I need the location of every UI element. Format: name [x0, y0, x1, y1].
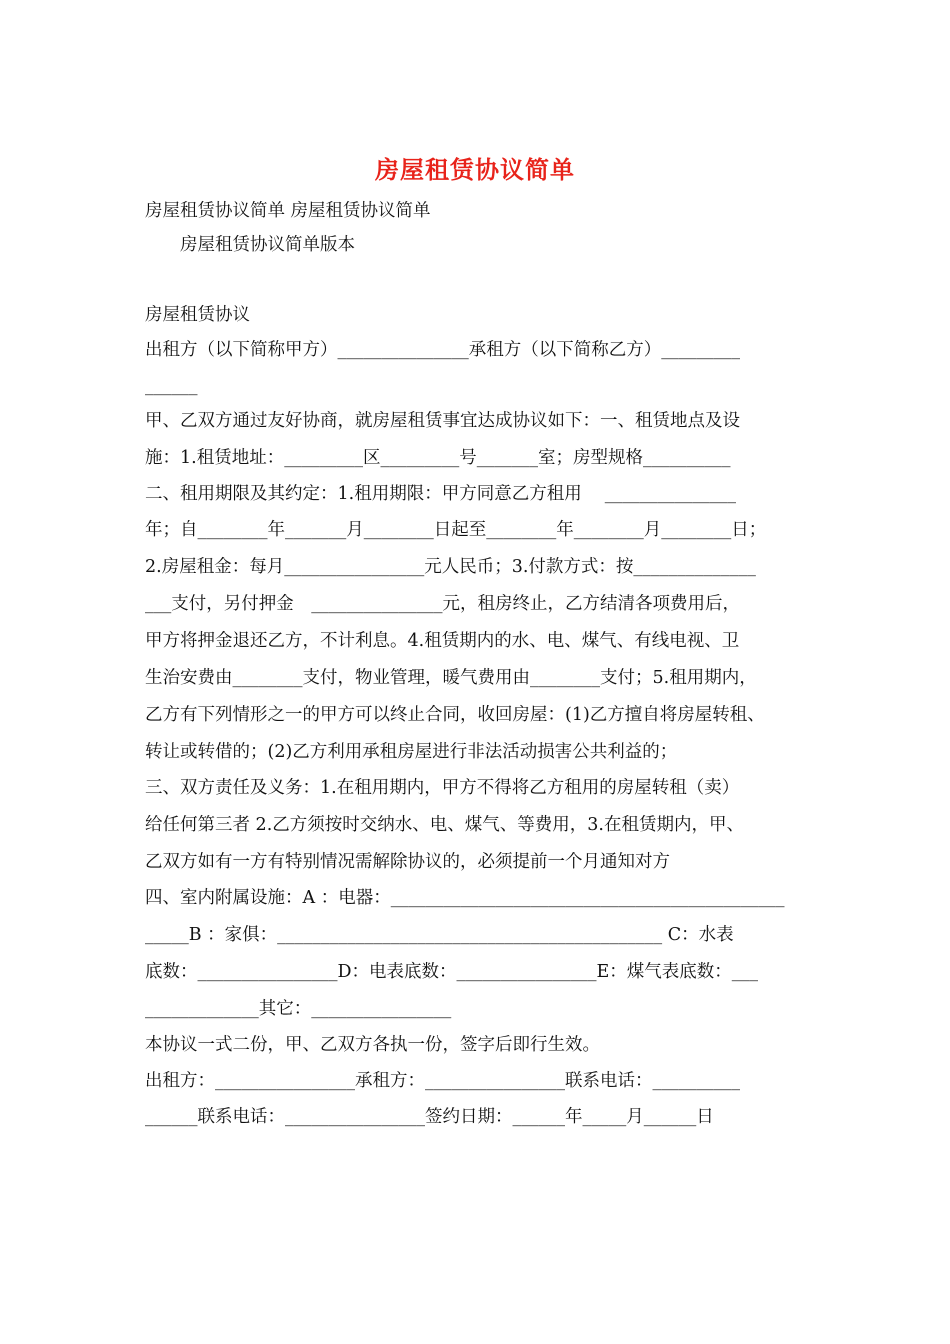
clause-3-line-1: 三、双方责任及义务：1.在租用期内，甲方不得将乙方租用的房屋转租（卖）: [145, 778, 740, 798]
clause-2-line-3: 2.房屋租金：每月________________元人民币；3.付款方式：按______________: [145, 557, 756, 577]
clause-3-line-3: 乙双方如有一方有特别情况需解除协议的，必须提前一个月通知对方: [145, 852, 670, 872]
clause-4-line-1: 四、室内附属设施：A ：电器：_____________________________________________: [145, 888, 785, 908]
clause-4-line-3: 底数：________________D：电表底数：________________E：煤气表底数：___: [145, 962, 759, 982]
clause-2-line-6: 生治安费由________支付，物业管理，暖气费用由________支付；5.租用期内，: [145, 668, 757, 688]
clause-2-line-7: 乙方有下列情形之一的甲方可以终止合同，收回房屋：(1)乙方擅自将房屋转租、: [145, 705, 765, 725]
parties-line-cont: ______: [145, 376, 198, 396]
clause-2-line-8: 转让或转借的；(2)乙方利用承租房屋进行非法活动损害公共利益的；: [145, 742, 678, 762]
clause-2-line-5: 甲方将押金退还乙方，不计利息。4.租赁期内的水、电、煤气、有线电视、卫: [145, 631, 740, 651]
clause-4-line-4: _____________其它：________________: [145, 999, 452, 1019]
signature-line-1: 出租方：________________承租方：________________联系电话：__________: [145, 1071, 740, 1091]
clause-2-line-1: 二、租用期限及其约定：1.租用期限：甲方同意乙方租用 _______________: [145, 484, 737, 504]
clause-2-line-2: 年；自________年_______月________日起至________年________月________日；: [145, 520, 767, 540]
clause-4-line-2: _____B ：家俱：____________________________________________ C：水表: [145, 925, 734, 945]
effect-line: 本协议一式二份，甲、乙双方各执一份，签字后即行生效。: [145, 1035, 600, 1055]
version-line: 房屋租赁协议简单版本: [145, 235, 355, 255]
agreement-heading: 房屋租赁协议: [145, 305, 250, 325]
signature-line-2: ______联系电话：________________签约日期：______年_____月______日: [145, 1107, 714, 1127]
clause-1-line-2: 施：1.租赁地址：_________区_________号_______室；房型规格__________: [145, 448, 731, 468]
parties-line: 出租方（以下简称甲方）_______________承租方（以下简称乙方）_________: [145, 340, 740, 360]
document-title: 房屋租赁协议简单: [375, 155, 575, 184]
clause-3-line-2: 给任何第三者 2.乙方须按时交纳水、电、煤气、等费用，3.在租赁期内，甲、: [145, 815, 744, 835]
clause-2-line-4: ___支付，另付押金 _______________元，租房终止，乙方结清各项费用后，: [145, 594, 740, 614]
clause-1-line-1: 甲、乙双方通过友好协商，就房屋租赁事宜达成协议如下：一、租赁地点及设: [145, 411, 740, 431]
subtitle-line: 房屋租赁协议简单 房屋租赁协议简单: [145, 201, 431, 221]
